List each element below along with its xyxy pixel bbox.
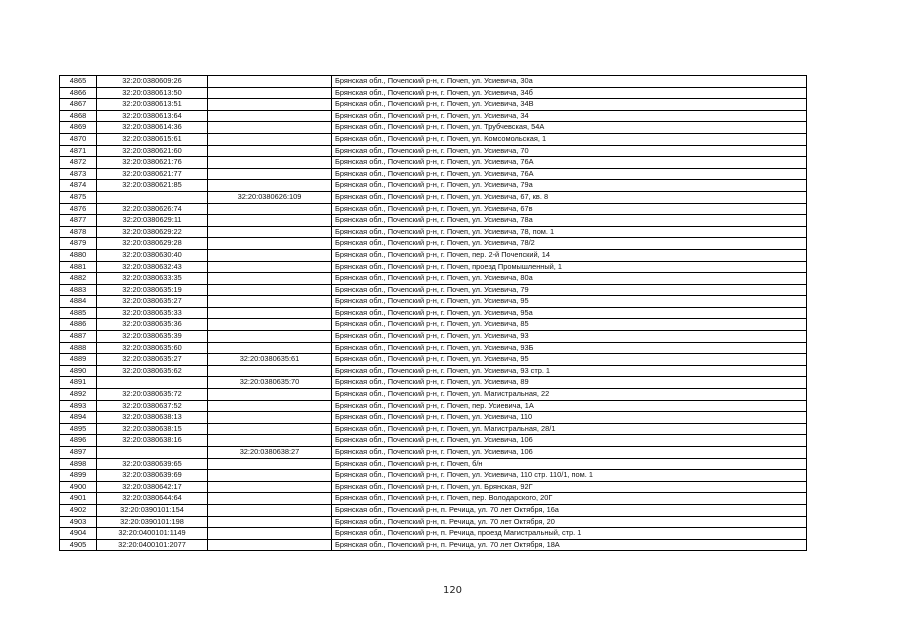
- cadastral-number-cell: 32:20:0380626:74: [97, 203, 208, 215]
- linked-cadastral-number-cell: [208, 284, 332, 296]
- address-cell: Брянская обл., Почепский р-н, п. Речица, ул. 70 лет Октября, 16а: [332, 504, 807, 516]
- linked-cadastral-number-cell: [208, 87, 332, 99]
- row-number-cell: 4887: [60, 331, 97, 343]
- cadastral-number-cell: 32:20:0380633:35: [97, 273, 208, 285]
- row-number-cell: 4874: [60, 180, 97, 192]
- row-number-cell: 4900: [60, 481, 97, 493]
- row-number-cell: 4866: [60, 87, 97, 99]
- row-number-cell: 4888: [60, 342, 97, 354]
- table-row: [60, 528, 807, 540]
- linked-cadastral-number-cell: [208, 110, 332, 122]
- linked-cadastral-number-cell: [208, 342, 332, 354]
- cadastral-number-cell: 32:20:0380630:40: [97, 249, 208, 261]
- table-row: [60, 331, 807, 343]
- row-number-cell: 4898: [60, 458, 97, 470]
- row-number-cell: 4895: [60, 423, 97, 435]
- table-row: [60, 435, 807, 447]
- cadastral-number-cell: 32:20:0380632:43: [97, 261, 208, 273]
- linked-cadastral-number-cell: [208, 261, 332, 273]
- registry-table: [59, 75, 807, 551]
- cadastral-number-cell: 32:20:0380635:36: [97, 319, 208, 331]
- cadastral-number-cell: 32:20:0380613:64: [97, 110, 208, 122]
- page-number: 120: [442, 585, 463, 596]
- linked-cadastral-number-cell: [208, 319, 332, 331]
- linked-cadastral-number-cell: [208, 203, 332, 215]
- table-row: [60, 122, 807, 134]
- linked-cadastral-number-cell: [208, 157, 332, 169]
- address-cell: Брянская обл., Почепский р-н, г. Почеп, ул. Магистральная, 22: [332, 389, 807, 401]
- cadastral-number-cell: 32:20:0380621:85: [97, 180, 208, 192]
- linked-cadastral-number-cell: [208, 458, 332, 470]
- table-row: [60, 458, 807, 470]
- linked-cadastral-number-cell: [208, 435, 332, 447]
- cadastral-number-cell: 32:20:0380639:69: [97, 470, 208, 482]
- linked-cadastral-number-cell: [208, 470, 332, 482]
- address-cell: Брянская обл., Почепский р-н, г. Почеп, ул. Усиевича, 78, пом. 1: [332, 226, 807, 238]
- row-number-cell: 4870: [60, 133, 97, 145]
- cadastral-number-cell: 32:20:0380644:64: [97, 493, 208, 505]
- linked-cadastral-number-cell: 32:20:0380635:61: [208, 354, 332, 366]
- row-number-cell: 4896: [60, 435, 97, 447]
- table-row: [60, 493, 807, 505]
- table-row: [60, 261, 807, 273]
- row-number-cell: 4903: [60, 516, 97, 528]
- row-number-cell: 4899: [60, 470, 97, 482]
- address-cell: Брянская обл., Почепский р-н, г. Почеп, пер. Володарского, 20Г: [332, 493, 807, 505]
- linked-cadastral-number-cell: [208, 504, 332, 516]
- cadastral-number-cell: 32:20:0380635:33: [97, 307, 208, 319]
- address-cell: Брянская обл., Почепский р-н, г. Почеп, ул. Усиевича, 106: [332, 435, 807, 447]
- cadastral-number-cell: 32:20:0380609:26: [97, 76, 208, 88]
- cadastral-number-cell: 32:20:0380635:27: [97, 296, 208, 308]
- linked-cadastral-number-cell: [208, 365, 332, 377]
- row-number-cell: 4878: [60, 226, 97, 238]
- row-number-cell: 4890: [60, 365, 97, 377]
- row-number-cell: 4873: [60, 168, 97, 180]
- cadastral-number-cell: 32:20:0380635:72: [97, 389, 208, 401]
- table-row: [60, 423, 807, 435]
- row-number-cell: 4905: [60, 539, 97, 551]
- row-number-cell: 4886: [60, 319, 97, 331]
- table-row: [60, 203, 807, 215]
- cadastral-number-cell: 32:20:0380639:65: [97, 458, 208, 470]
- table-row: [60, 307, 807, 319]
- row-number-cell: 4881: [60, 261, 97, 273]
- row-number-cell: 4880: [60, 249, 97, 261]
- row-number-cell: 4889: [60, 354, 97, 366]
- row-number-cell: 4871: [60, 145, 97, 157]
- cadastral-number-cell: 32:20:0390101:198: [97, 516, 208, 528]
- table-row: [60, 226, 807, 238]
- address-cell: Брянская обл., Почепский р-н, г. Почеп, ул. Усиевича, 95: [332, 296, 807, 308]
- table-row: [60, 215, 807, 227]
- table-row: [60, 238, 807, 250]
- table-row: [60, 145, 807, 157]
- cadastral-number-cell: 32:20:0380614:36: [97, 122, 208, 134]
- table-row: [60, 133, 807, 145]
- row-number-cell: 4865: [60, 76, 97, 88]
- table-row: [60, 319, 807, 331]
- table-row: [60, 168, 807, 180]
- address-cell: Брянская обл., Почепский р-н, г. Почеп, ул. Брянская, 92Г: [332, 481, 807, 493]
- linked-cadastral-number-cell: [208, 238, 332, 250]
- row-number-cell: 4893: [60, 400, 97, 412]
- address-cell: Брянская обл., Почепский р-н, г. Почеп, ул. Усиевича, 85: [332, 319, 807, 331]
- address-cell: Брянская обл., Почепский р-н, г. Почеп, ул. Усиевича, 110 стр. 110/1, пом. 1: [332, 470, 807, 482]
- linked-cadastral-number-cell: [208, 412, 332, 424]
- linked-cadastral-number-cell: 32:20:0380635:70: [208, 377, 332, 389]
- row-number-cell: 4901: [60, 493, 97, 505]
- address-cell: Брянская обл., Почепский р-н, г. Почеп, б/н: [332, 458, 807, 470]
- cadastral-number-cell: 32:20:0380635:19: [97, 284, 208, 296]
- linked-cadastral-number-cell: [208, 76, 332, 88]
- table-row: [60, 191, 807, 203]
- cadastral-number-cell: 32:20:0380638:13: [97, 412, 208, 424]
- address-cell: Брянская обл., Почепский р-н, г. Почеп, ул. Усиевича, 110: [332, 412, 807, 424]
- table-row: [60, 389, 807, 401]
- row-number-cell: 4876: [60, 203, 97, 215]
- cadastral-number-cell: [97, 377, 208, 389]
- linked-cadastral-number-cell: [208, 145, 332, 157]
- cadastral-number-cell: [97, 447, 208, 459]
- table-row: [60, 157, 807, 169]
- table-row: [60, 470, 807, 482]
- linked-cadastral-number-cell: [208, 122, 332, 134]
- cadastral-number-cell: 32:20:0380642:17: [97, 481, 208, 493]
- table-row: [60, 539, 807, 551]
- cadastral-number-cell: [97, 191, 208, 203]
- cadastral-number-cell: 32:20:0400101:2077: [97, 539, 208, 551]
- cadastral-number-cell: 32:20:0380629:11: [97, 215, 208, 227]
- row-number-cell: 4904: [60, 528, 97, 540]
- address-cell: Брянская обл., Почепский р-н, г. Почеп, ул. Усиевича, 78а: [332, 215, 807, 227]
- row-number-cell: 4885: [60, 307, 97, 319]
- linked-cadastral-number-cell: [208, 516, 332, 528]
- address-cell: Брянская обл., Почепский р-н, г. Почеп, ул. Усиевича, 93Б: [332, 342, 807, 354]
- address-cell: Брянская обл., Почепский р-н, г. Почеп, ул. Усиевича, 70: [332, 145, 807, 157]
- address-cell: Брянская обл., Почепский р-н, г. Почеп, ул. Усиевича, 93 стр. 1: [332, 365, 807, 377]
- row-number-cell: 4882: [60, 273, 97, 285]
- linked-cadastral-number-cell: [208, 99, 332, 111]
- row-number-cell: 4867: [60, 99, 97, 111]
- address-cell: Брянская обл., Почепский р-н, г. Почеп, ул. Усиевича, 79: [332, 284, 807, 296]
- linked-cadastral-number-cell: [208, 296, 332, 308]
- linked-cadastral-number-cell: [208, 226, 332, 238]
- table-row: [60, 342, 807, 354]
- table-row: [60, 110, 807, 122]
- linked-cadastral-number-cell: [208, 400, 332, 412]
- row-number-cell: 4869: [60, 122, 97, 134]
- address-cell: Брянская обл., Почепский р-н, г. Почеп, ул. Усиевича, 78/2: [332, 238, 807, 250]
- address-cell: Брянская обл., Почепский р-н, г. Почеп, ул. Усиевича, 67, кв. 8: [332, 191, 807, 203]
- table-row: [60, 87, 807, 99]
- linked-cadastral-number-cell: [208, 528, 332, 540]
- table-row: [60, 296, 807, 308]
- address-cell: Брянская обл., Почепский р-н, п. Речица, ул. 70 лет Октября, 20: [332, 516, 807, 528]
- linked-cadastral-number-cell: [208, 389, 332, 401]
- row-number-cell: 4875: [60, 191, 97, 203]
- cadastral-number-cell: 32:20:0380635:27: [97, 354, 208, 366]
- cadastral-number-cell: 32:20:0380638:16: [97, 435, 208, 447]
- table-row: [60, 504, 807, 516]
- row-number-cell: 4892: [60, 389, 97, 401]
- linked-cadastral-number-cell: [208, 331, 332, 343]
- linked-cadastral-number-cell: [208, 168, 332, 180]
- cadastral-number-cell: 32:20:0380635:39: [97, 331, 208, 343]
- address-cell: Брянская обл., Почепский р-н, г. Почеп, ул. Усиевича, 95: [332, 354, 807, 366]
- row-number-cell: 4897: [60, 447, 97, 459]
- linked-cadastral-number-cell: [208, 539, 332, 551]
- address-cell: Брянская обл., Почепский р-н, г. Почеп, ул. Усиевича, 89: [332, 377, 807, 389]
- address-cell: Брянская обл., Почепский р-н, г. Почеп, ул. Усиевича, 95а: [332, 307, 807, 319]
- row-number-cell: 4872: [60, 157, 97, 169]
- cadastral-number-cell: 32:20:0380635:60: [97, 342, 208, 354]
- table-row: [60, 400, 807, 412]
- table-row: [60, 273, 807, 285]
- address-cell: Брянская обл., Почепский р-н, г. Почеп, ул. Усиевича, 34: [332, 110, 807, 122]
- row-number-cell: 4868: [60, 110, 97, 122]
- cadastral-number-cell: 32:20:0380629:22: [97, 226, 208, 238]
- row-number-cell: 4883: [60, 284, 97, 296]
- row-number-cell: 4891: [60, 377, 97, 389]
- row-number-cell: 4884: [60, 296, 97, 308]
- row-number-cell: 4877: [60, 215, 97, 227]
- address-cell: Брянская обл., Почепский р-н, г. Почеп, ул. Усиевича, 76А: [332, 168, 807, 180]
- linked-cadastral-number-cell: [208, 249, 332, 261]
- address-cell: Брянская обл., Почепский р-н, г. Почеп, пер. 2-й Почепский, 14: [332, 249, 807, 261]
- row-number-cell: 4894: [60, 412, 97, 424]
- address-cell: Брянская обл., Почепский р-н, г. Почеп, ул. Усиевича, 34В: [332, 99, 807, 111]
- address-cell: Брянская обл., Почепский р-н, г. Почеп, ул. Усиевича, 79а: [332, 180, 807, 192]
- cadastral-number-cell: 32:20:0380621:77: [97, 168, 208, 180]
- cadastral-number-cell: 32:20:0380621:60: [97, 145, 208, 157]
- registry-table-body: [60, 76, 807, 551]
- cadastral-number-cell: 32:20:0390101:154: [97, 504, 208, 516]
- cadastral-number-cell: 32:20:0380613:51: [97, 99, 208, 111]
- address-cell: Брянская обл., Почепский р-н, г. Почеп, ул. Трубчевская, 54А: [332, 122, 807, 134]
- row-number-cell: 4902: [60, 504, 97, 516]
- address-cell: Брянская обл., Почепский р-н, г. Почеп, проезд Промышленный, 1: [332, 261, 807, 273]
- address-cell: Брянская обл., Почепский р-н, г. Почеп, ул. Усиевича, 93: [332, 331, 807, 343]
- table-row: [60, 447, 807, 459]
- cadastral-number-cell: 32:20:0380621:76: [97, 157, 208, 169]
- table-row: [60, 365, 807, 377]
- address-cell: Брянская обл., Почепский р-н, г. Почеп, ул. Усиевича, 80а: [332, 273, 807, 285]
- cadastral-number-cell: 32:20:0380615:61: [97, 133, 208, 145]
- cadastral-number-cell: 32:20:0380613:50: [97, 87, 208, 99]
- table-row: [60, 180, 807, 192]
- table-row: [60, 284, 807, 296]
- table-row: [60, 412, 807, 424]
- linked-cadastral-number-cell: [208, 423, 332, 435]
- row-number-cell: 4879: [60, 238, 97, 250]
- address-cell: Брянская обл., Почепский р-н, г. Почеп, ул. Усиевича, 30а: [332, 76, 807, 88]
- address-cell: Брянская обл., Почепский р-н, г. Почеп, ул. Комсомольская, 1: [332, 133, 807, 145]
- linked-cadastral-number-cell: 32:20:0380626:109: [208, 191, 332, 203]
- address-cell: Брянская обл., Почепский р-н, г. Почеп, ул. Усиевича, 34б: [332, 87, 807, 99]
- linked-cadastral-number-cell: [208, 481, 332, 493]
- address-cell: Брянская обл., Почепский р-н, г. Почеп, ул. Усиевича, 76А: [332, 157, 807, 169]
- table-row: [60, 377, 807, 389]
- cadastral-number-cell: 32:20:0380637:52: [97, 400, 208, 412]
- address-cell: Брянская обл., Почепский р-н, п. Речица, проезд Магистральный, стр. 1: [332, 528, 807, 540]
- table-row: [60, 99, 807, 111]
- linked-cadastral-number-cell: [208, 180, 332, 192]
- address-cell: Брянская обл., Почепский р-н, г. Почеп, ул. Усиевича, 106: [332, 447, 807, 459]
- address-cell: Брянская обл., Почепский р-н, г. Почеп, ул. Магистральная, 28/1: [332, 423, 807, 435]
- linked-cadastral-number-cell: [208, 273, 332, 285]
- cadastral-number-cell: 32:20:0380635:62: [97, 365, 208, 377]
- address-cell: Брянская обл., Почепский р-н, г. Почеп, пер. Усиевича, 1А: [332, 400, 807, 412]
- linked-cadastral-number-cell: [208, 133, 332, 145]
- linked-cadastral-number-cell: [208, 493, 332, 505]
- cadastral-number-cell: 32:20:0380629:28: [97, 238, 208, 250]
- table-row: [60, 516, 807, 528]
- table-row: [60, 481, 807, 493]
- linked-cadastral-number-cell: [208, 307, 332, 319]
- address-cell: Брянская обл., Почепский р-н, п. Речица, ул. 70 лет Октября, 18А: [332, 539, 807, 551]
- table-row: [60, 249, 807, 261]
- linked-cadastral-number-cell: 32:20:0380638:27: [208, 447, 332, 459]
- table-row: [60, 76, 807, 88]
- cadastral-number-cell: 32:20:0380638:15: [97, 423, 208, 435]
- table-row: [60, 354, 807, 366]
- linked-cadastral-number-cell: [208, 215, 332, 227]
- cadastral-number-cell: 32:20:0400101:1149: [97, 528, 208, 540]
- address-cell: Брянская обл., Почепский р-н, г. Почеп, ул. Усиевича, 67в: [332, 203, 807, 215]
